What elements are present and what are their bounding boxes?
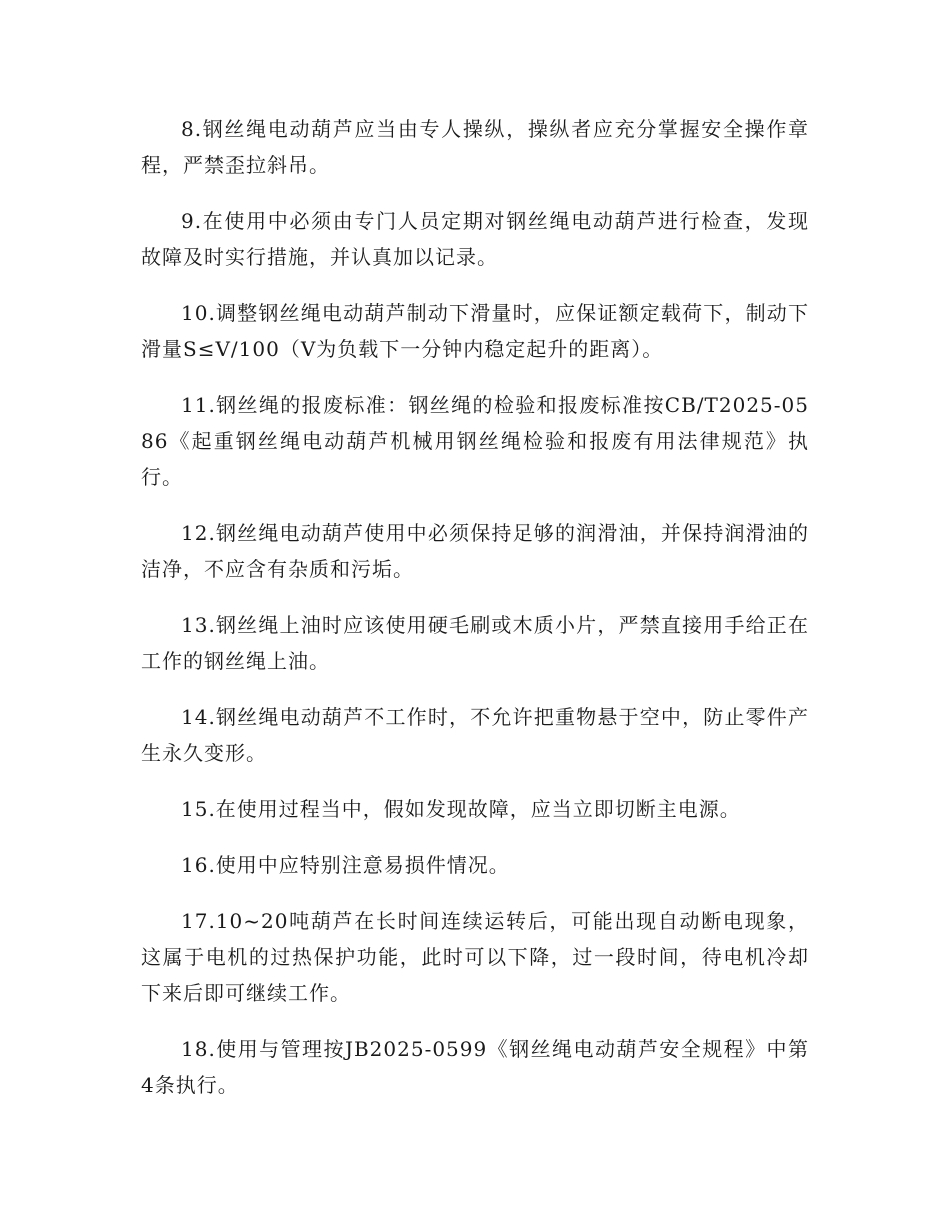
paragraph-item-11: 11.钢丝绳的报废标准：钢丝绳的检验和报废标准按CB/T2025-0586《起重钢丝绳电动葫芦机械用钢丝绳检验和报废有用法律规范》执行。 — [141, 393, 809, 489]
document-body — [141, 111, 809, 1123]
paragraph-item-15: 15.在使用过程当中，假如发现故障，应当立即切断主电源。 — [181, 797, 741, 821]
paragraph-item-18: 18.使用与管理按JB2025-0599《钢丝绳电动葫芦安全规程》中第4条执行。 — [141, 1037, 809, 1097]
paragraph-item-9: 9.在使用中必须由专门人员定期对钢丝绳电动葫芦进行检查，发现故障及时实行措施，并认真加以记录。 — [141, 209, 809, 269]
paragraph-item-13: 13.钢丝绳上油时应该使用硬毛刷或木质小片，严禁直接用手给正在工作的钢丝绳上油。 — [141, 613, 809, 673]
paragraph-item-12: 12.钢丝绳电动葫芦使用中必须保持足够的润滑油，并保持润滑油的洁净，不应含有杂质和污垢。 — [141, 521, 809, 581]
paragraph-item-8: 8.钢丝绳电动葫芦应当由专人操纵，操纵者应充分掌握安全操作章程，严禁歪拉斜吊。 — [141, 117, 809, 177]
paragraph-item-16: 16.使用中应特别注意易损件情况。 — [181, 853, 510, 877]
paragraph-item-14: 14.钢丝绳电动葫芦不工作时，不允许把重物悬于空中，防止零件产生永久变形。 — [141, 705, 809, 765]
paragraph-item-10: 10.调整钢丝绳电动葫芦制动下滑量时，应保证额定载荷下，制动下滑量S≤V/100（V为负载下一分钟内稳定起升的距离）。 — [141, 301, 809, 361]
paragraph-item-17: 17.10~20吨葫芦在长时间连续运转后，可能出现自动断电现象，这属于电机的过热保护功能，此时可以下降，过一段时间，待电机冷却下来后即可继续工作。 — [141, 909, 809, 1005]
